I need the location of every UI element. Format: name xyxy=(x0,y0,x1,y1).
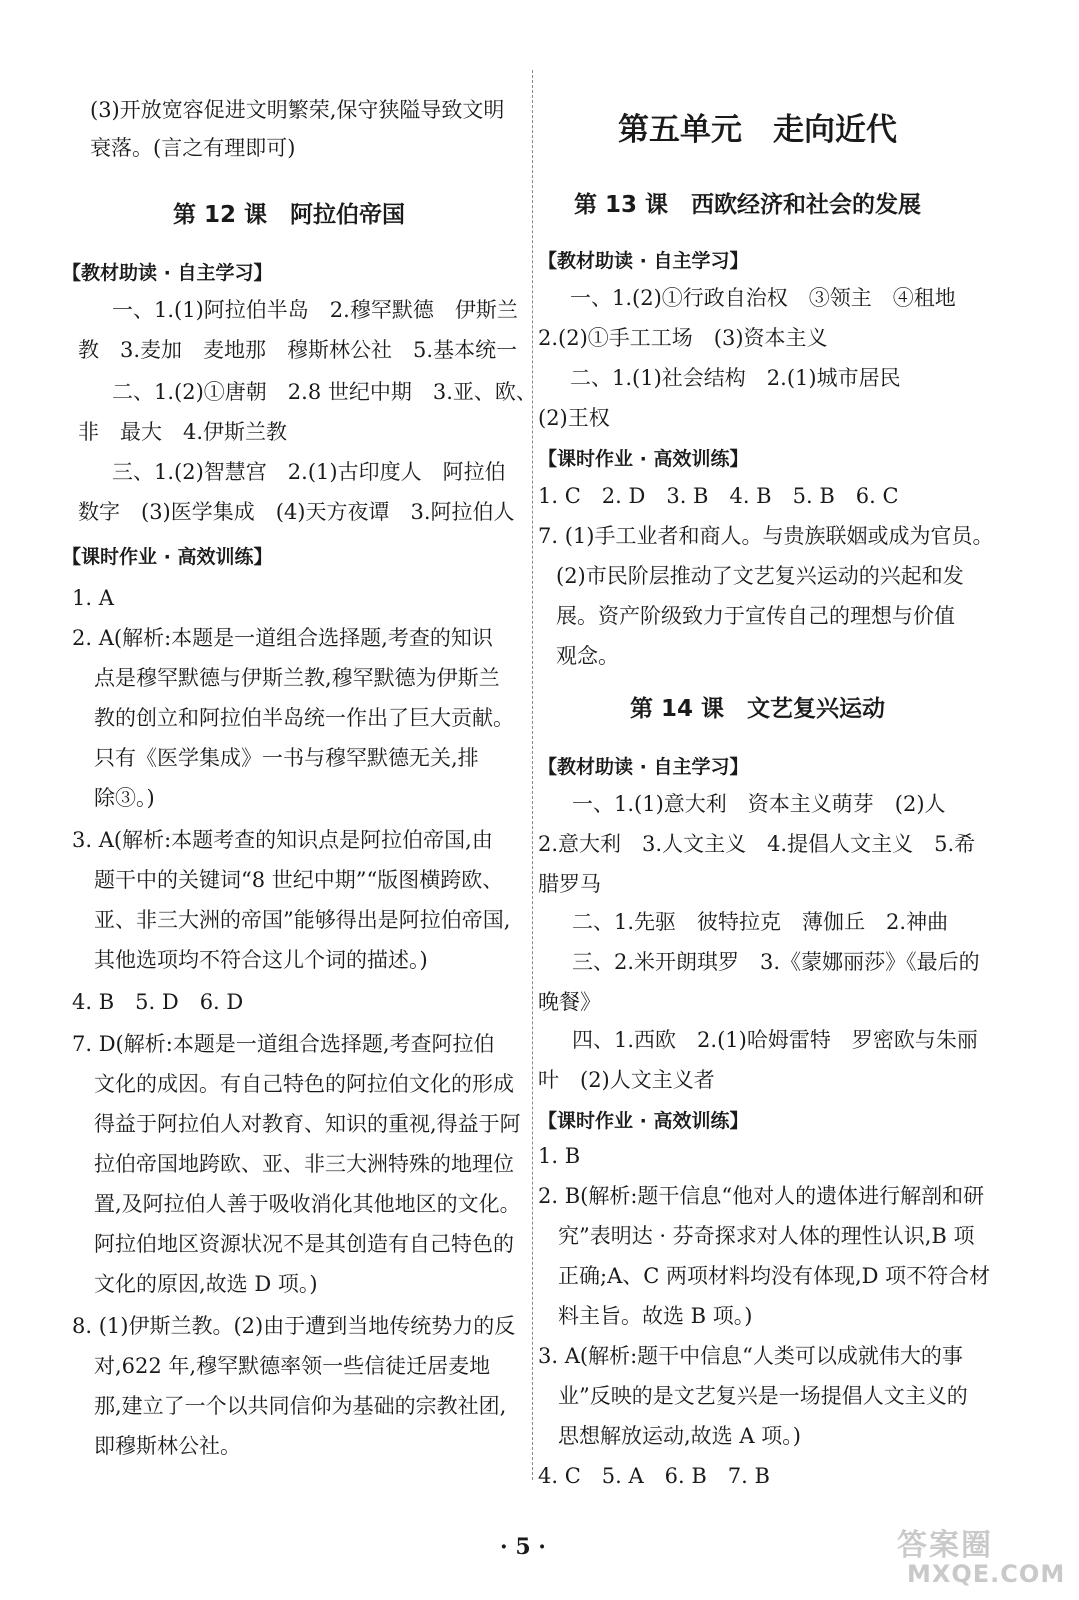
answer-line: 腊罗马 xyxy=(538,872,601,896)
answer-line: 亚、非三大洲的帝国”能够得出是阿拉伯帝国, xyxy=(94,908,511,932)
answer-line: 二、1.先驱 彼特拉克 薄伽丘 2.神曲 xyxy=(572,910,949,934)
answer-line: 展。资产阶级致力于宣传自己的理想与价值 xyxy=(556,604,955,628)
answer-line: 题干中的关键词“8 世纪中期”“版图横跨欧、 xyxy=(94,868,504,892)
answer-line: 得益于阿拉伯人对教育、知识的重视,得益于阿 xyxy=(94,1112,521,1136)
continuation-line: (3)开放宽容促进文明繁荣,保守狭隘导致文明 xyxy=(90,98,505,122)
answer-line: 那,建立了一个以共同信仰为基础的宗教社团, xyxy=(94,1394,507,1418)
answer-line: 2.(2)①手工工场 (3)资本主义 xyxy=(538,326,828,350)
answer-line: 三、1.(2)智慧宫 2.(1)古印度人 阿拉伯 xyxy=(112,460,506,484)
answer-line: 除③。) xyxy=(94,786,155,810)
answer-line: 8. (1)伊斯兰教。(2)由于遭到当地传统势力的反 xyxy=(72,1314,516,1338)
answer-line: 业”反映的是文艺复兴是一场提倡人文主义的 xyxy=(558,1384,968,1408)
answer-line: 数字 (3)医学集成 (4)天方夜谭 3.阿拉伯人 xyxy=(78,500,515,524)
answer-line: 7. (1)手工业者和商人。与贵族联姻或成为官员。 xyxy=(538,524,994,548)
section-header: 【教材助读 · 自主学习】 xyxy=(62,262,273,284)
answer-line: 3. A(解析:本题考查的知识点是阿拉伯帝国,由 xyxy=(72,828,493,852)
answer-line: 文化的原因,故选 D 项。) xyxy=(94,1272,318,1296)
answer-line: 4. B 5. D 6. D xyxy=(72,990,244,1014)
answer-line: (2)王权 xyxy=(538,406,610,430)
answer-line: 二、1.(1)社会结构 2.(1)城市居民 xyxy=(570,366,901,390)
lesson-14-title: 第 14 课 文艺复兴运动 xyxy=(630,696,886,722)
lesson-12-title: 第 12 课 阿拉伯帝国 xyxy=(173,202,406,228)
answer-line: 一、1.(1)意大利 资本主义萌芽 (2)人 xyxy=(572,792,946,816)
answer-line: 1. B xyxy=(538,1144,581,1168)
lesson-13-title: 第 13 课 西欧经济和社会的发展 xyxy=(574,192,922,218)
answer-line: 非 最大 4.伊斯兰教 xyxy=(78,420,288,444)
answer-line: 究”表明达 · 芬奇探求对人体的理性认识,B 项 xyxy=(558,1224,975,1248)
answer-line: 一、1.(2)①行政自治权 ③领主 ④租地 xyxy=(570,286,956,310)
answer-line: 教 3.麦加 麦地那 穆斯林公社 5.基本统一 xyxy=(78,338,518,362)
watermark xyxy=(887,1520,1067,1590)
answer-line: (2)市民阶层推动了文艺复兴运动的兴起和发 xyxy=(556,564,964,588)
answer-line: 1. A xyxy=(72,586,114,610)
answer-line: 点是穆罕默德与伊斯兰教,穆罕默德为伊斯兰 xyxy=(94,666,500,690)
continuation-line: 衰落。(言之有理即可) xyxy=(90,136,296,160)
section-header: 【教材助读 · 自主学习】 xyxy=(538,250,749,272)
watermark-url: MXQE.COM xyxy=(907,1560,1066,1588)
page-number: · 5 · xyxy=(500,1534,546,1560)
answer-line: 其他选项均不符合这儿个词的描述。) xyxy=(94,948,428,972)
answer-line: 只有《医学集成》一书与穆罕默德无关,排 xyxy=(94,746,479,770)
answer-line: 正确;A、C 两项材料均没有体现,D 项不符合材 xyxy=(558,1264,991,1288)
section-header: 【课时作业 · 高效训练】 xyxy=(62,546,273,568)
answer-line: 即穆斯林公社。 xyxy=(94,1434,241,1458)
answer-line: 二、1.(2)①唐朝 2.8 世纪中期 3.亚、欧、 xyxy=(112,380,537,404)
answer-line: 2. B(解析:题干信息“他对人的遗体进行解剖和研 xyxy=(538,1184,985,1208)
answer-line: 一、1.(1)阿拉伯半岛 2.穆罕默德 伊斯兰 xyxy=(112,298,518,322)
answer-line: 3. A(解析:题干中信息“人类可以成就伟大的事 xyxy=(538,1344,963,1368)
answer-line: 叶 (2)人文主义者 xyxy=(538,1068,715,1092)
answer-line: 2. A(解析:本题是一道组合选择题,考查的知识 xyxy=(72,626,493,650)
column-divider xyxy=(532,70,533,1480)
answer-line: 观念。 xyxy=(556,644,619,668)
answer-line: 四、1.西欧 2.(1)哈姆雷特 罗密欧与朱丽 xyxy=(572,1028,978,1052)
answer-line: 阿拉伯地区资源状况不是其创造有自己特色的 xyxy=(94,1232,514,1256)
answer-line: 1. C 2. D 3. B 4. B 5. B 6. C xyxy=(538,484,899,508)
section-header: 【课时作业 · 高效训练】 xyxy=(538,448,749,470)
answer-line: 料主旨。故选 B 项。) xyxy=(558,1304,753,1328)
answer-line: 思想解放运动,故选 A 项。) xyxy=(558,1424,801,1448)
answer-line: 拉伯帝国地跨欧、亚、非三大洲特殊的地理位 xyxy=(94,1152,514,1176)
answer-line: 4. C 5. A 6. B 7. B xyxy=(538,1464,770,1488)
section-header: 【课时作业 · 高效训练】 xyxy=(538,1110,749,1132)
answer-line: 7. D(解析:本题是一道组合选择题,考查阿拉伯 xyxy=(72,1032,495,1056)
watermark-logo-text: 答案圈 xyxy=(897,1528,993,1563)
answer-line: 2.意大利 3.人文主义 4.提倡人文主义 5.希 xyxy=(538,832,976,856)
section-header: 【教材助读 · 自主学习】 xyxy=(538,756,749,778)
answer-line: 三、2.米开朗琪罗 3.《蒙娜丽莎》《最后的 xyxy=(572,950,980,974)
answer-line: 文化的成因。有自己特色的阿拉伯文化的形成 xyxy=(94,1072,514,1096)
answer-line: 置,及阿拉伯人善于吸收消化其他地区的文化。 xyxy=(94,1192,521,1216)
unit-title: 第五单元 走向近代 xyxy=(618,112,897,148)
answer-line: 教的创立和阿拉伯半岛统一作出了巨大贡献。 xyxy=(94,706,514,730)
answer-line: 对,622 年,穆罕默德率领一些信徒迁居麦地 xyxy=(94,1354,491,1378)
answer-line: 晚餐》 xyxy=(538,990,601,1014)
